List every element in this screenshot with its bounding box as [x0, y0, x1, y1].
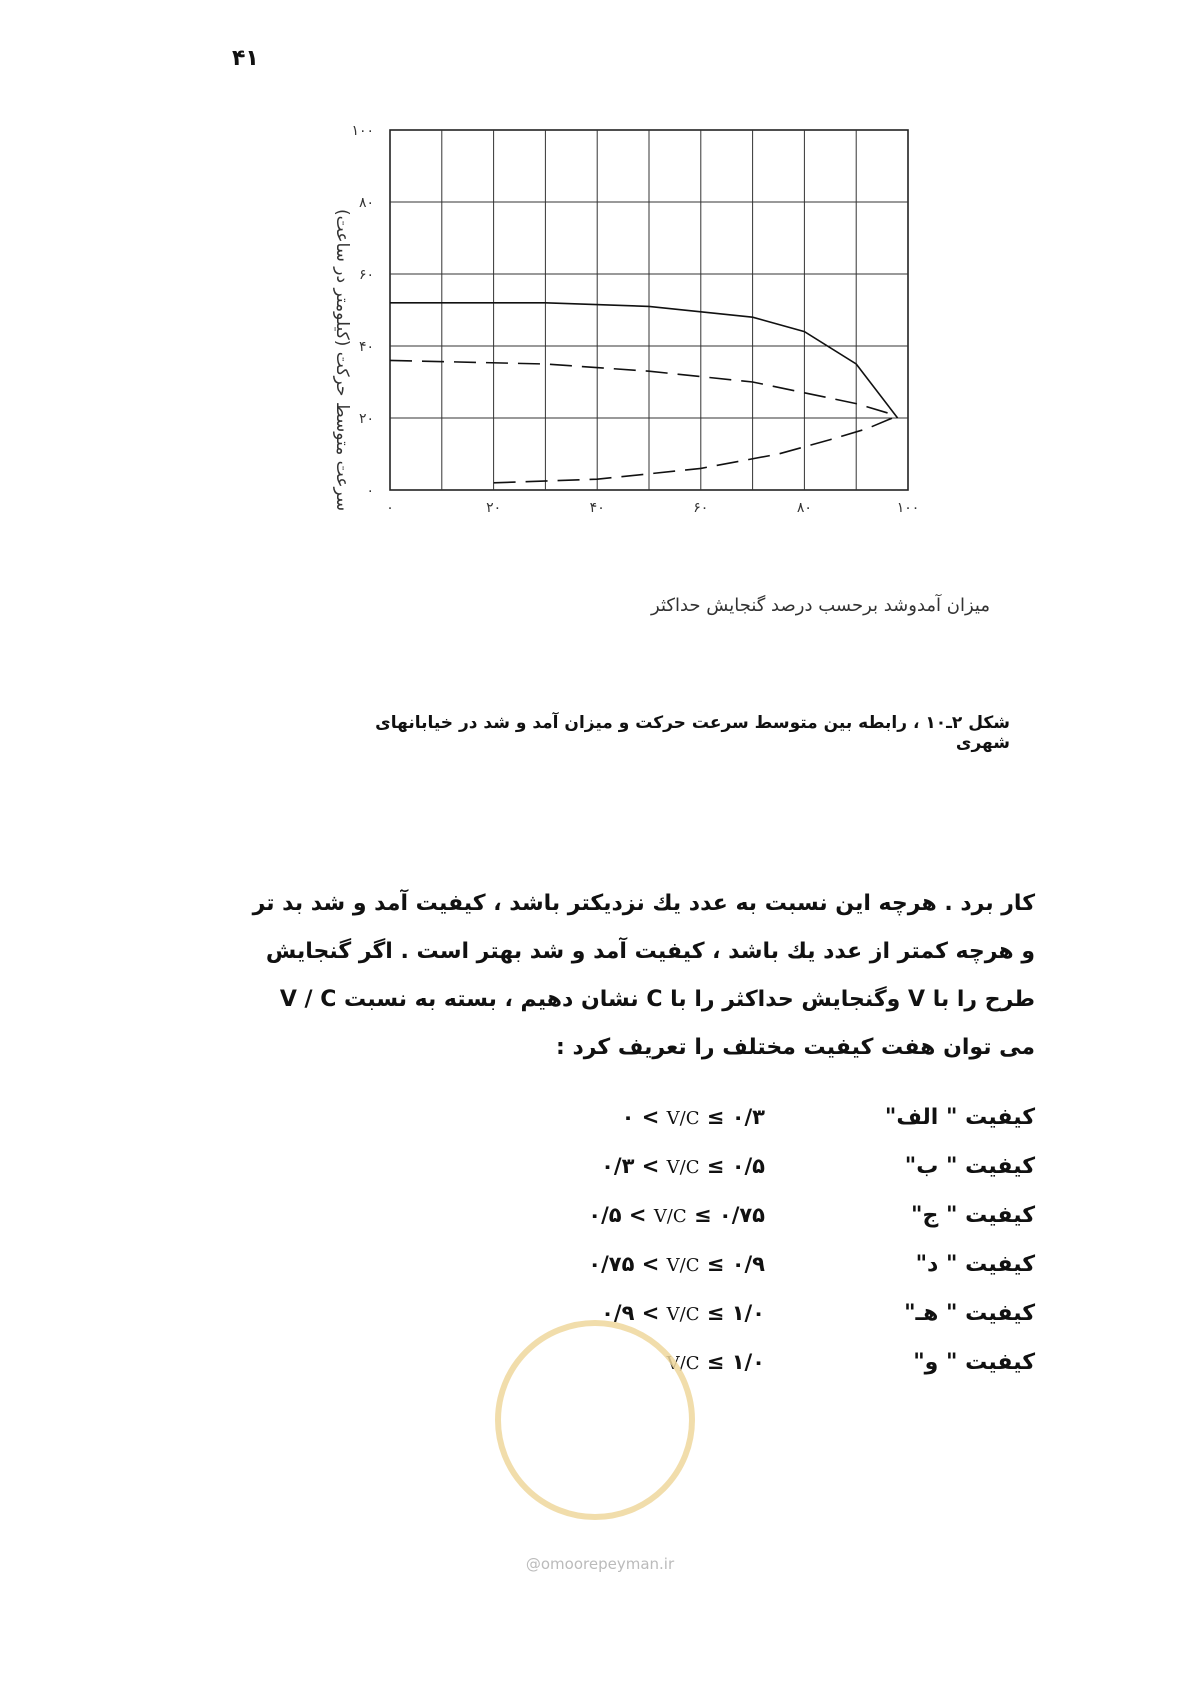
quality-label: کیفیت " ج": [911, 1203, 1035, 1228]
quality-row: [500, 1154, 1035, 1203]
range-high: ۱/۰: [731, 1350, 765, 1374]
range-low: ۰: [621, 1105, 635, 1129]
quality-label: کیفیت " ب": [904, 1154, 1035, 1179]
series-line-2: [390, 360, 893, 414]
x-axis-label: میزان آمدوشد برحسب درصد گنجایش حداکثر: [651, 595, 990, 616]
body-paragraph: [250, 880, 1035, 1072]
quality-label: کیفیت " الف": [884, 1105, 1035, 1130]
quality-row: [500, 1252, 1035, 1301]
quality-range: ۰/۹ < V/C ≤ ۱/۰: [601, 1301, 765, 1325]
x-tick-label: ۶۰: [693, 500, 709, 516]
y-tick-label: ۴۰: [358, 339, 374, 355]
series-line-1: [390, 303, 898, 418]
ratio-symbol: V/C: [666, 1304, 700, 1325]
watermark-seal-icon: [495, 1320, 695, 1520]
quality-range: ۰/۳ < V/C ≤ ۰/۵: [601, 1154, 765, 1178]
body-line: و هرچه کمتر از عدد یك باشد ، کیفیت آمد و شد بهتر است . اگر گنجایش: [265, 939, 1035, 964]
watermark-text: @omoorepeyman.ir: [525, 1555, 675, 1573]
range-high: ۰/۹: [731, 1252, 765, 1276]
range-high: ۰/۷۵: [718, 1203, 765, 1227]
body-line: کار برد . هرچه این نسبت به عدد یك نزدیکتر باشد ، کیفیت آمد و شد بد تر: [252, 891, 1035, 916]
page-number: ۴۱: [232, 46, 259, 71]
range-high: ۱/۰: [731, 1301, 765, 1325]
quality-range: ۰/۵ < V/C ≤ ۰/۷۵: [588, 1203, 765, 1227]
series-line-3: [494, 418, 893, 483]
quality-row: [500, 1105, 1035, 1154]
chart-grid: [390, 130, 908, 490]
chart-series: [390, 303, 898, 483]
y-tick-label: ۱۰۰: [351, 123, 374, 139]
ratio-symbol: V/C: [666, 1108, 700, 1129]
ratio-symbol: V/C: [666, 1157, 700, 1178]
body-line: طرح را با V وگنجایش حداکثر را با C نشان دهیم ، بسته به نسبت V / C: [279, 987, 1035, 1012]
ratio-symbol: V/C: [666, 1353, 700, 1374]
chart-ticks: [351, 123, 919, 516]
body-line: می توان هفت کیفیت مختلف را تعریف کرد :: [555, 1035, 1035, 1060]
y-axis-label: سرعت متوسط حرکت (کیلومتر در ساعت): [332, 208, 352, 512]
quality-range: ۰/۷۵ < V/C ≤ ۰/۹: [588, 1252, 765, 1276]
y-tick-label: ۶۰: [358, 267, 374, 283]
range-high: ۰/۳: [731, 1105, 765, 1129]
range-low: ۰/۹: [601, 1301, 635, 1325]
x-tick-label: ۴۰: [589, 500, 605, 516]
x-tick-label: ۸۰: [796, 500, 812, 516]
quality-range: V/C ≤ ۱/۰: [666, 1350, 765, 1374]
x-tick-label: ۲۰: [486, 500, 502, 516]
speed-volume-chart: [330, 120, 950, 520]
quality-row: [500, 1203, 1035, 1252]
quality-label: کیفیت " د": [915, 1252, 1035, 1277]
range-low: ۰/۳: [601, 1154, 635, 1178]
ratio-symbol: V/C: [653, 1206, 687, 1227]
y-tick-label: ۲۰: [358, 411, 374, 427]
y-tick-label: ۰: [366, 483, 374, 499]
range-low: ۰/۵: [588, 1203, 622, 1227]
quality-range: ۰ < V/C ≤ ۰/۳: [621, 1105, 765, 1129]
x-tick-label: ۰: [386, 500, 394, 516]
x-tick-label: ۱۰۰: [896, 500, 920, 516]
figure-caption: شکل ۲ـ۱۰ ، رابطه بین متوسط سرعت حرکت و میزان آمد و شد در خیابانهای شهری: [375, 713, 1010, 753]
range-low: ۰/۷۵: [588, 1252, 635, 1276]
range-high: ۰/۵: [731, 1154, 765, 1178]
y-tick-label: ۸۰: [358, 195, 374, 211]
quality-label: کیفیت " هـ": [904, 1301, 1035, 1326]
quality-label: کیفیت " و": [913, 1350, 1035, 1375]
ratio-symbol: V/C: [666, 1255, 700, 1276]
